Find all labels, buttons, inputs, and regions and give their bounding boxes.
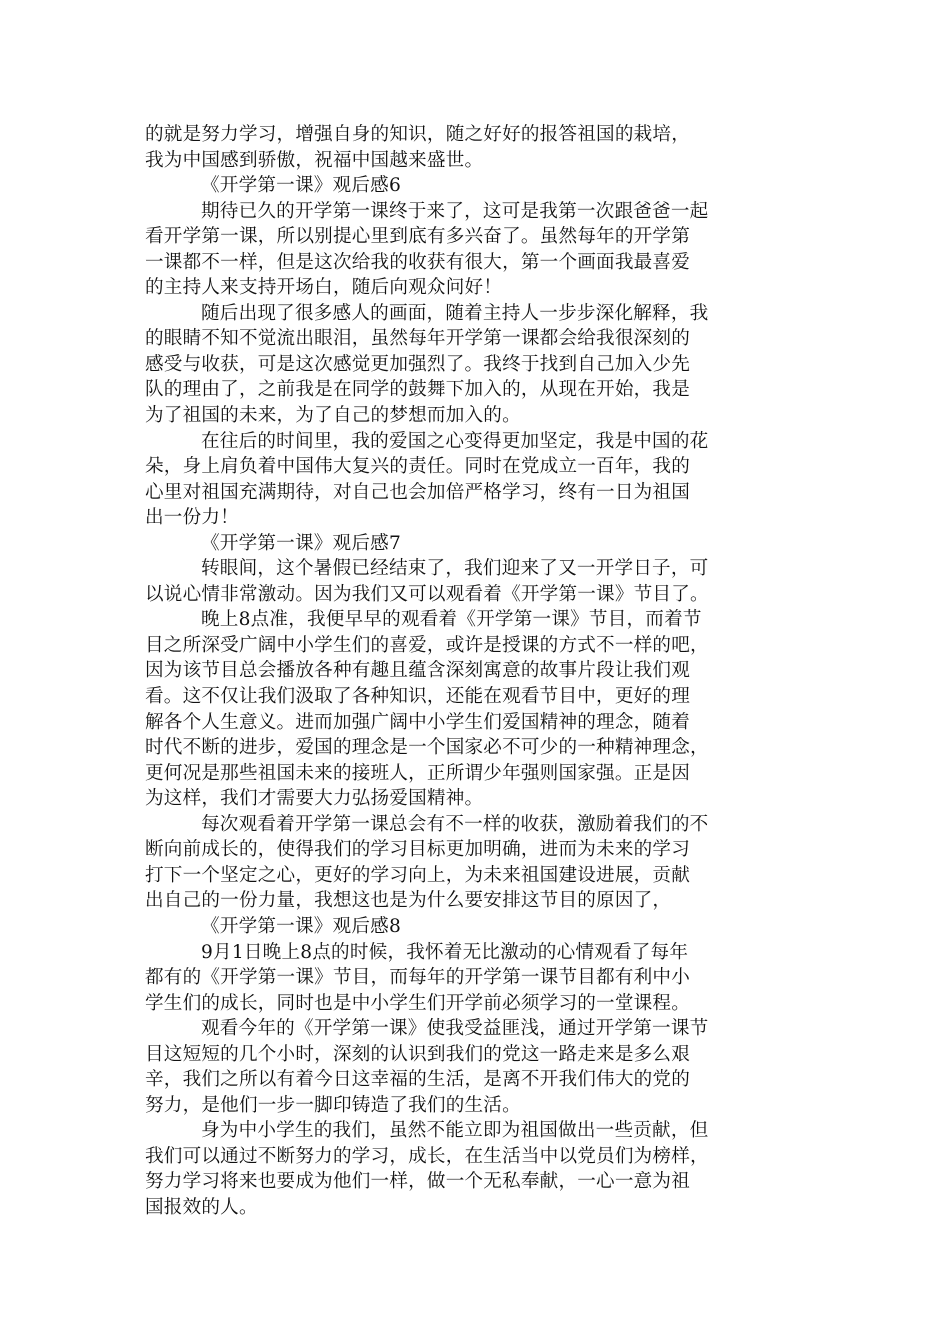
text-line: 9月1日晚上8点的时候，我怀着无比激动的心情观看了每年 <box>201 941 689 963</box>
document-body <box>145 122 810 1221</box>
text-line: 目之所深受广阔中小学生们的喜爱，或许是授课的方式不一样的吧， <box>145 634 709 656</box>
text-line: 朵，身上肩负着中国伟大复兴的责任。同时在党成立一百年，我的 <box>145 456 691 478</box>
text-line: 目这短短的几个小时，深刻的认识到我们的党这一路走来是多么艰 <box>145 1043 691 1065</box>
text-line: 观看今年的《开学第一课》使我受益匪浅，通过开学第一课节 <box>201 1018 709 1040</box>
text-line: 的就是努力学习，增强自身的知识，随之好好的报答祖国的栽培， <box>145 124 691 145</box>
text-line: 我们可以通过不断努力的学习，成长，在生活当中以党员们为榜样， <box>145 1145 709 1167</box>
text-line: 晚上8点准，我便早早的观看着《开学第一课》节目，而着节 <box>201 609 702 631</box>
text-line: 转眼间，这个暑假已经结束了，我们迎来了又一开学日子，可 <box>201 558 709 580</box>
text-line: 的眼睛不知不觉流出眼泪，虽然每年开学第一课都会给我很深刻的 <box>145 328 691 350</box>
text-line: 打下一个坚定之心，更好的学习向上，为未来祖国建设进展，贡献 <box>145 864 691 886</box>
text-line: 期待已久的开学第一课终于来了，这可是我第一次跟爸爸一起 <box>201 200 709 222</box>
text-line: 《开学第一课》观后感6 <box>201 175 401 197</box>
text-line: 学生们的成长，同时也是中小学生们开学前必须学习的一堂课程。 <box>145 992 691 1014</box>
text-line: 时代不断的进步，爱国的理念是一个国家必不可少的一种精神理念， <box>145 737 709 759</box>
text-line: 身为中小学生的我们，虽然不能立即为祖国做出一些贡献，但 <box>201 1120 709 1142</box>
text-line: 队的理由了，之前我是在同学的鼓舞下加入的，从现在开始，我是 <box>145 379 691 401</box>
text-line: 出自己的一份力量，我想这也是为什么要安排这节目的原因了， <box>145 890 672 912</box>
text-line: 断向前成长的，使得我们的学习目标更加明确，进而为未来的学习 <box>145 839 691 861</box>
text-line: 因为该节目总会播放各种有趣且蕴含深刻寓意的故事片段让我们观 <box>145 660 691 682</box>
text-line: 每次观看着开学第一课总会有不一样的收获，激励着我们的不 <box>201 813 709 835</box>
text-line: 努力，是他们一步一脚印铸造了我们的生活。 <box>145 1094 521 1116</box>
text-line: 看开学第一课，所以别提心里到底有多兴奋了。虽然每年的开学第 <box>145 226 691 248</box>
text-line: 更何况是那些祖国未来的接班人，正所谓少年强则国家强。正是因 <box>145 762 691 784</box>
text-line: 心里对祖国充满期待，对自己也会加倍严格学习，终有一日为祖国 <box>145 481 691 503</box>
text-line: 《开学第一课》观后感7 <box>201 532 401 554</box>
text-line: 在往后的时间里，我的爱国之心变得更加坚定，我是中国的花 <box>201 430 709 452</box>
text-line: 我为中国感到骄傲，祝福中国越来盛世。 <box>145 149 484 171</box>
text-line: 感受与收获，可是这次感觉更加强烈了。我终于找到自己加入少先 <box>145 353 691 375</box>
text-line: 为这样，我们才需要大力弘扬爱国精神。 <box>145 788 484 810</box>
text-line: 努力学习将来也要成为他们一样，做一个无私奉献，一心一意为祖 <box>145 1171 691 1193</box>
text-line: 看。这不仅让我们汲取了各种知识，还能在观看节目中，更好的理 <box>145 686 691 708</box>
text-line: 出一份力！ <box>145 507 239 529</box>
text-line: 的主持人来支持开场白，随后向观众问好！ <box>145 277 503 299</box>
text-line: 解各个人生意义。进而加强广阔中小学生们爱国精神的理念，随着 <box>145 711 691 733</box>
text-line: 为了祖国的未来，为了自己的梦想而加入的。 <box>145 405 521 427</box>
text-line: 一课都不一样，但是这次给我的收获有很大，第一个画面我最喜爱 <box>145 251 691 273</box>
text-line: 《开学第一课》观后感8 <box>201 915 401 937</box>
text-line: 以说心情非常激动。因为我们又可以观看着《开学第一课》节目了。 <box>145 583 709 605</box>
text-line: 辛，我们之所以有着今日这幸福的生活，是离不开我们伟大的党的 <box>145 1069 691 1091</box>
text-line: 国报效的人。 <box>145 1196 258 1218</box>
text-line: 都有的《开学第一课》节目，而每年的开学第一课节目都有利中小 <box>145 967 691 989</box>
text-line: 随后出现了很多感人的画面，随着主持人一步步深化解释，我 <box>201 302 709 324</box>
